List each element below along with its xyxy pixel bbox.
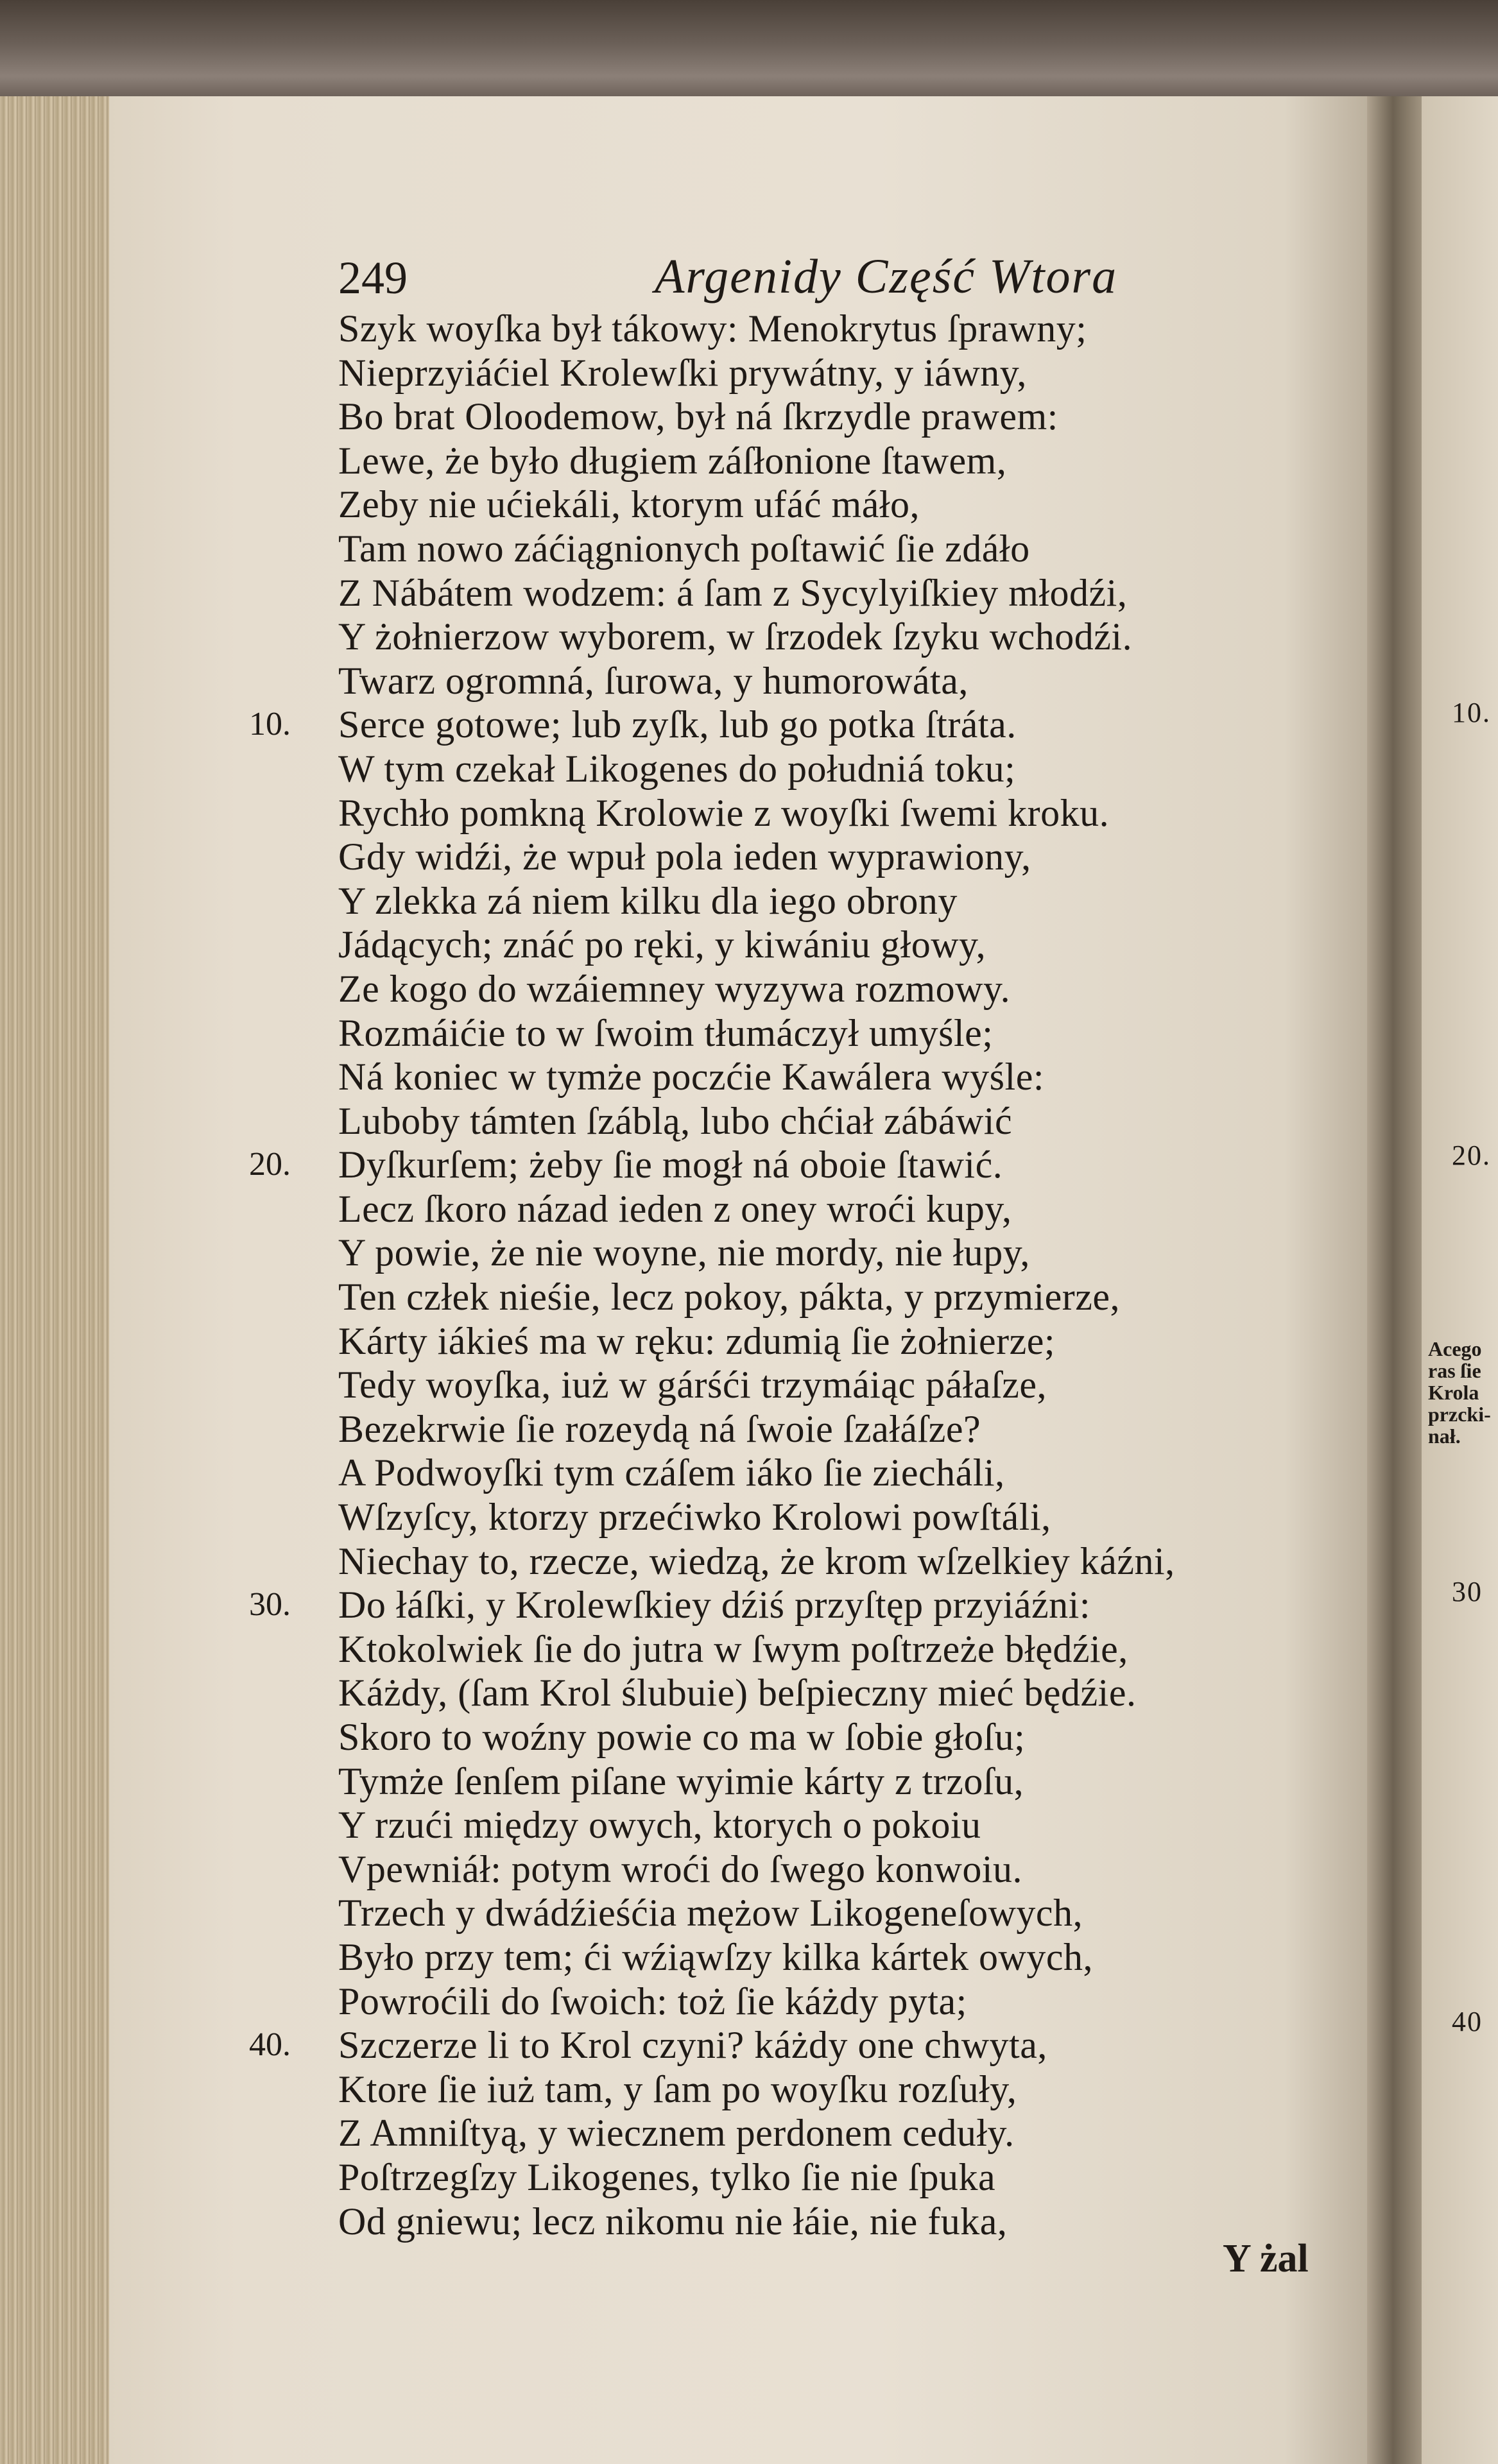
verse-line: Káżdy, (ſam Krol ślubuie) beſpieczny mieć będźie. [338,1672,1137,1715]
verse-line: W tym czekał Likogenes do południá toku; [338,747,1016,790]
line-number: 40. [249,2026,291,2064]
margin-note-line: Krola [1428,1381,1479,1404]
verse-line: Zeby nie ućiekáli, ktorym ufáć máło, [338,483,920,526]
page-edges [0,96,112,2464]
verse-line: Luboby támten ſzáblą, lubo chćiał zábáwić [338,1099,1013,1142]
verse-line: Dyſkurſem; żeby ſie mogł ná oboie ſtawić. [338,1143,1003,1186]
verse-line: Ktore ſie iuż tam, y ſam po woyſku rozſuły, [338,2067,1017,2110]
book-gutter [1367,96,1425,2464]
verse-line: Ktokolwiek ſie do jutra w ſwym poſtrzeże błędźie, [338,1627,1128,1670]
verse-line: Z Nábátem wodzem: á ſam z Sycylyiſkiey młodźi, [338,571,1128,614]
margin-note-line: nał. [1428,1425,1461,1448]
verse-line: Wſzyſcy, ktorzy przećiwko Krolowi powſtáli, [338,1496,1051,1539]
verse-line: Powroćili do ſwoich: toż ſie káżdy pyta; [338,1980,967,2023]
running-title: Argenidy Część Wtora [655,250,1118,304]
line-number: 30. [249,1586,291,1623]
margin-note-line: przcki- [1428,1403,1491,1426]
verse-line: Tam nowo záćiągnionych poſtawić ſie zdáło [338,527,1030,570]
verse-line: Lecz ſkoro názad ieden z oney wroći kupy, [338,1187,1012,1230]
verse-line: Kárty iákieś ma w ręku: zdumią ſie żołnierze; [338,1319,1056,1362]
verse-line: Trzech y dwádźieśćia mężow Likogeneſowych, [338,1892,1083,1935]
verse-line: Skoro to woźny powie co ma w ſobie głoſu; [338,1716,1026,1758]
verse-line: Twarz ogromná, ſurowa, y humorowáta, [338,659,969,702]
facing-page-margin-note [1428,1338,1491,1447]
verse-text [338,307,1175,2243]
verse-line: Bo brat Oloodemow, był ná ſkrzydle prawem: [338,395,1058,438]
verse-line: Gdy widźi, że wpuł pola ieden wyprawiony, [338,835,1031,878]
facing-page-line-number: 20. [1452,1140,1491,1171]
line-number: 20. [249,1146,291,1183]
verse-line: Niechay to, rzecze, wiedzą, że krom wſzelkiey káźni, [338,1539,1175,1582]
verse-line: Jádących; znáć po ręki, y kiwániu głowy, [338,923,986,966]
verse-line: Od gniewu; lecz nikomu nie łáie, nie fuka, [338,2200,1008,2243]
verse-line: Ná koniec w tymże poczćie Kawálera wyśle: [338,1056,1045,1099]
facing-page-line-number: 10. [1452,697,1491,728]
verse-line: Y powie, że nie woyne, nie mordy, nie łupy, [338,1231,1030,1274]
facing-page [1422,96,1498,2464]
page-number: 249 [338,252,408,304]
verse-line: Ten człek nieśie, lecz pokoy, pákta, y przymierze, [338,1276,1121,1319]
line-number: 10. [249,706,291,743]
margin-note-line: Acego [1428,1337,1482,1360]
verse-line: Bezekrwie ſie rozeydą ná ſwoie ſzałáſze? [338,1407,981,1450]
facing-page-line-number: 40 [1452,2006,1483,2037]
verse-line: Poſtrzegſzy Likogenes, tylko ſie nie ſpuka [338,2155,996,2198]
verse-line: Y rzući między owych, ktorych o pokoiu [338,1804,981,1847]
verse-line: Szczerze li to Krol czyni? káżdy one chwyta, [338,2024,1047,2067]
verse-line: A Podwoyſki tym czáſem iáko ſie ziecháli, [338,1451,1005,1494]
verse-line: Nieprzyiáćiel Krolewſki prywátny, y iáwny, [338,351,1027,394]
verse-line: Do łáſki, y Krolewſkiey dźiś przyſtęp przyiáźni: [338,1584,1090,1627]
verse-line: Szyk woyſka był tákowy: Menokrytus ſprawny; [338,307,1087,350]
verse-line: Rychło pomkną Krolowie z woyſki ſwemi kroku. [338,791,1110,834]
verse-line: Lewe, że było długiem záſłonione ſtawem, [338,439,1007,482]
verse-line: Tymże ſenſem piſane wyimie kárty z trzoſu, [338,1759,1024,1802]
verse-line: Z Amniſtyą, y wiecznem perdonem ceduły. [338,2112,1015,2155]
verse-line: Ze kogo do wzáiemney wyzywa rozmowy. [338,967,1011,1010]
verse-line: Y żołnierzow wyborem, w ſrzodek ſzyku wchodźi. [338,615,1133,658]
margin-note-line: ras ſie [1428,1359,1481,1382]
verse-line: Tedy woyſka, iuż w gárśći trzymáiąc páłaſze, [338,1364,1047,1407]
facing-page-line-number: 30 [1452,1576,1483,1607]
verse-line: Vpewniáł: potym wroći do ſwego konwoiu. [338,1847,1023,1890]
book-top-edge [0,0,1498,109]
verse-line: Rozmáićie to w ſwoim tłumáczył umyśle; [338,1011,994,1054]
catchword: Y żal [1223,2237,1309,2280]
verse-line: Y zlekka zá niem kilku dla iego obrony [338,879,958,922]
verse-line: Było przy tem; ći wźiąwſzy kilka kártek owych, [338,1935,1093,1978]
verse-line: Serce gotowe; lub zyſk, lub go potka ſtráta. [338,703,1017,746]
